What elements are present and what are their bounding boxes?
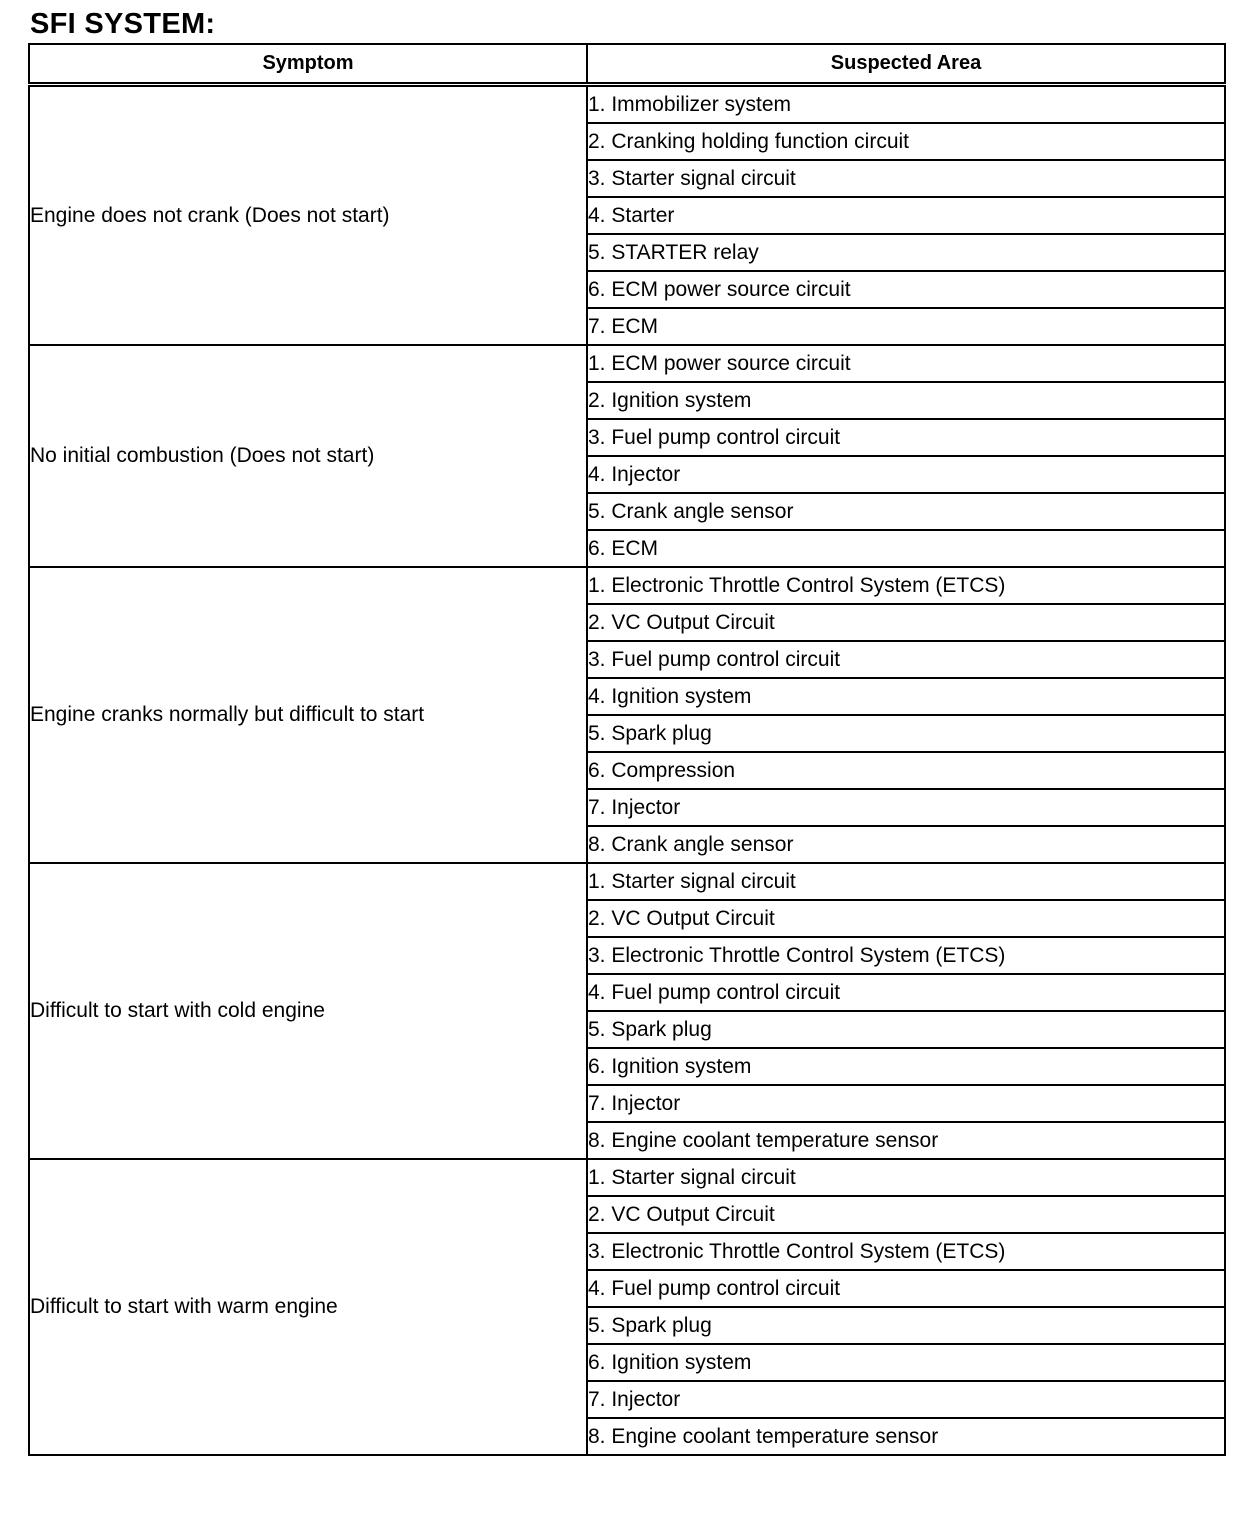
suspected-area-cell: 6. ECM power source circuit xyxy=(587,271,1225,308)
suspected-area-cell: 7. Injector xyxy=(587,1085,1225,1122)
symptom-cell: Engine does not crank (Does not start) xyxy=(29,85,587,346)
symptom-column-header: Symptom xyxy=(29,44,587,85)
table-row xyxy=(29,567,1225,604)
suspected-area-cell: 5. STARTER relay xyxy=(587,234,1225,271)
suspected-area-cell: 6. Ignition system xyxy=(587,1048,1225,1085)
suspected-area-cell: 2. VC Output Circuit xyxy=(587,900,1225,937)
table-header-row xyxy=(29,44,1225,85)
table-row xyxy=(29,863,1225,900)
suspected-area-cell: 2. Ignition system xyxy=(587,382,1225,419)
page-title: SFI SYSTEM: xyxy=(30,8,216,40)
suspected-area-cell: 8. Crank angle sensor xyxy=(587,826,1225,863)
table-row xyxy=(29,85,1225,124)
suspected-area-cell: 2. VC Output Circuit xyxy=(587,604,1225,641)
symptom-cell: Engine cranks normally but difficult to start xyxy=(29,567,587,863)
suspected-area-cell: 7. ECM xyxy=(587,308,1225,345)
suspected-area-cell: 4. Ignition system xyxy=(587,678,1225,715)
symptom-cell: Difficult to start with cold engine xyxy=(29,863,587,1159)
suspected-area-cell: 5. Crank angle sensor xyxy=(587,493,1225,530)
symptom-cell: No initial combustion (Does not start) xyxy=(29,345,587,567)
suspected-area-cell: 1. Electronic Throttle Control System (ETCS) xyxy=(587,567,1225,604)
suspected-area-cell: 2. VC Output Circuit xyxy=(587,1196,1225,1233)
suspected-area-cell: 3. Electronic Throttle Control System (ETCS) xyxy=(587,1233,1225,1270)
suspected-area-cell: 1. Starter signal circuit xyxy=(587,1159,1225,1196)
suspected-area-cell: 3. Fuel pump control circuit xyxy=(587,641,1225,678)
suspected-area-cell: 4. Fuel pump control circuit xyxy=(587,1270,1225,1307)
suspected-area-cell: 4. Injector xyxy=(587,456,1225,493)
suspected-area-cell: 6. Ignition system xyxy=(587,1344,1225,1381)
suspected-area-cell: 6. Compression xyxy=(587,752,1225,789)
suspected-area-cell: 7. Injector xyxy=(587,1381,1225,1418)
table-body xyxy=(29,85,1225,1456)
suspected-area-cell: 5. Spark plug xyxy=(587,715,1225,752)
suspected-area-cell: 5. Spark plug xyxy=(587,1307,1225,1344)
suspected-area-cell: 1. ECM power source circuit xyxy=(587,345,1225,382)
symptom-table xyxy=(28,43,1226,1456)
suspected-area-cell: 8. Engine coolant temperature sensor xyxy=(587,1418,1225,1455)
suspected-area-cell: 8. Engine coolant temperature sensor xyxy=(587,1122,1225,1159)
suspected-area-cell: 2. Cranking holding function circuit xyxy=(587,123,1225,160)
suspected-area-cell: 5. Spark plug xyxy=(587,1011,1225,1048)
suspected-area-cell: 7. Injector xyxy=(587,789,1225,826)
suspected-area-column-header: Suspected Area xyxy=(587,44,1225,85)
suspected-area-cell: 3. Fuel pump control circuit xyxy=(587,419,1225,456)
table-row xyxy=(29,1159,1225,1196)
suspected-area-cell: 4. Starter xyxy=(587,197,1225,234)
suspected-area-cell: 1. Immobilizer system xyxy=(587,85,1225,124)
suspected-area-cell: 6. ECM xyxy=(587,530,1225,567)
symptom-cell: Difficult to start with warm engine xyxy=(29,1159,587,1455)
table-row xyxy=(29,345,1225,382)
suspected-area-cell: 3. Starter signal circuit xyxy=(587,160,1225,197)
suspected-area-cell: 3. Electronic Throttle Control System (ETCS) xyxy=(587,937,1225,974)
suspected-area-cell: 4. Fuel pump control circuit xyxy=(587,974,1225,1011)
suspected-area-cell: 1. Starter signal circuit xyxy=(587,863,1225,900)
